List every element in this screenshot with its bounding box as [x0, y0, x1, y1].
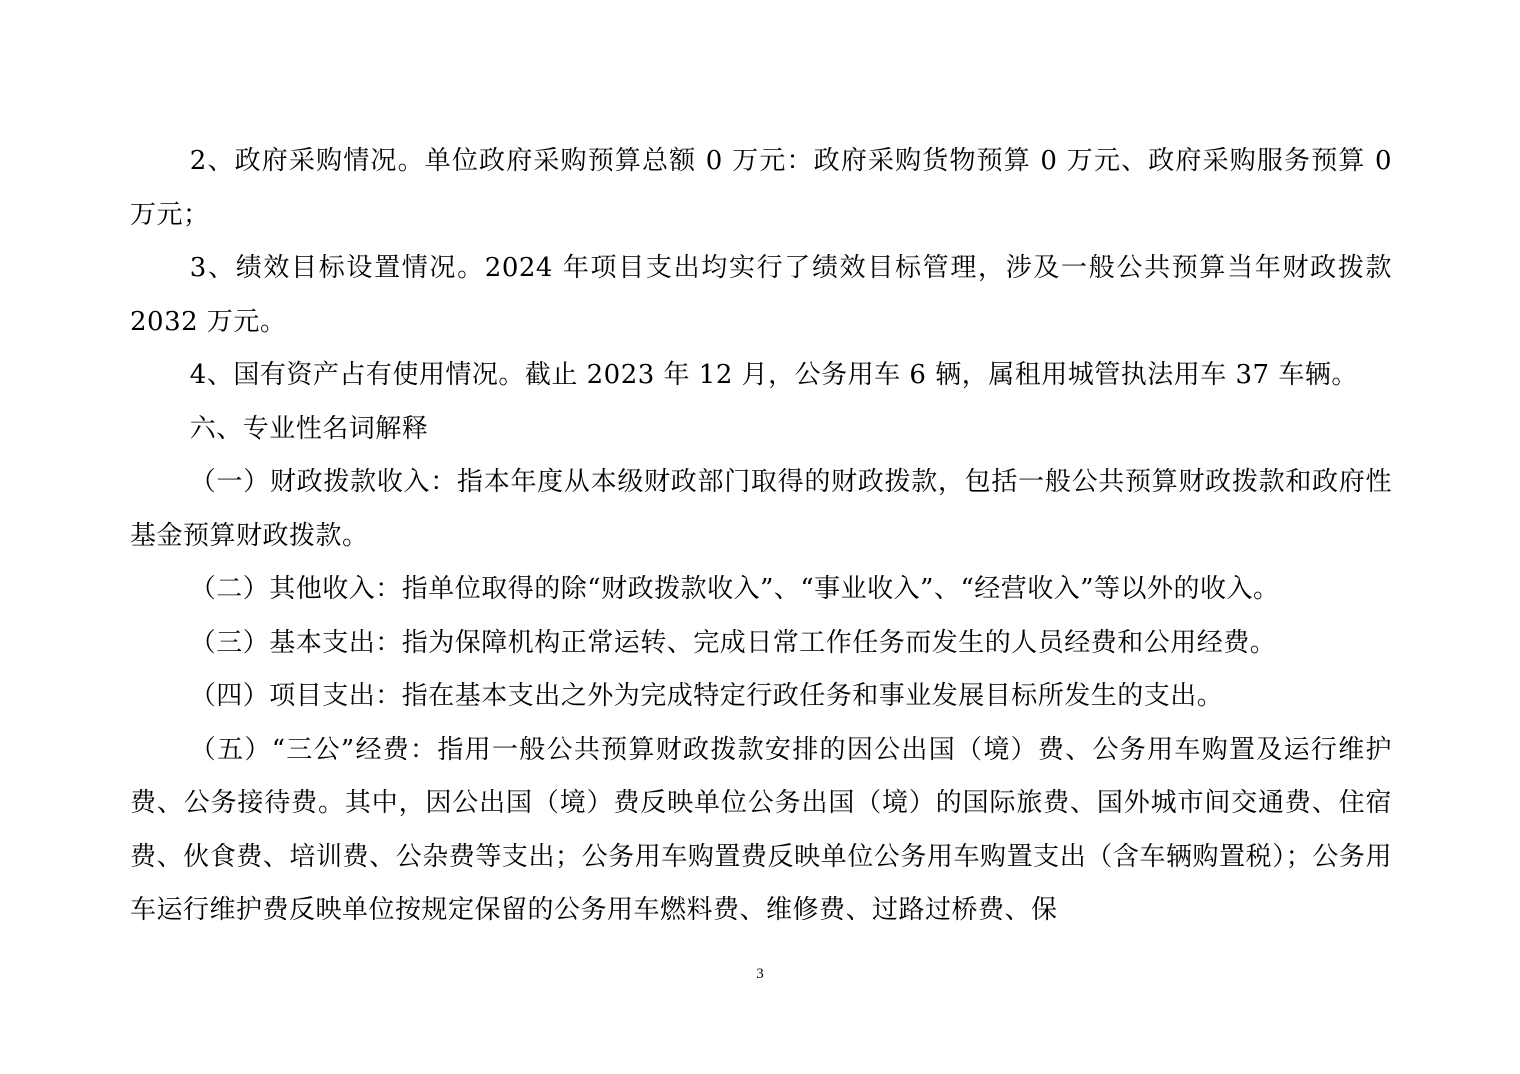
- page-number: 3: [756, 966, 764, 982]
- section-heading-terms: 六、专业性名词解释: [189, 413, 429, 444]
- paragraph-state-assets: 4、国有资产占有使用情况。截止 2023 年 12 月，公务用车 6 辆，属租用城管执法用车 37 车辆。: [189, 360, 1358, 390]
- paragraph-term-project-expenditure: （四）项目支出：指在基本支出之外为完成特定行政任务和事业发展目标所发生的支出。: [189, 681, 1224, 711]
- paragraph-term-three-public-expenses: （五）“三公”经费：指用一般公共预算财政拨款安排的因公出国（境）费、公务用车购置及运行维护费、公务接待费。其中，因公出国（境）费反映单位公务出国（境）的国际旅费、国外城市间交通费、住宿费、伙食费、培训费、公杂费等支出；公务用车购置费反映单位公务用车购置支出（含车辆购置税）；公务用车运行维护费反映单位按规定保留的公务用车燃料费、维修费、过路过桥费、保: [130, 734, 1392, 925]
- paragraph-term-basic-expenditure: （三）基本支出：指为保障机构正常运转、完成日常工作任务而发生的人员经费和公用经费。: [189, 627, 1277, 658]
- paragraph-term-other-income: （二）其他收入：指单位取得的除“财政拨款收入”、“事业收入”、“经营收入”等以外的收入。: [189, 574, 1280, 604]
- paragraph-term-fiscal-appropriation: （一）财政拨款收入：指本年度从本级财政部门取得的财政拨款，包括一般公共预算财政拨款和政府性基金预算财政拨款。: [130, 467, 1392, 551]
- paragraph-procurement: 2、政府采购情况。单位政府采购预算总额 0 万元：政府采购货物预算 0 万元、政府采购服务预算 0 万元；: [130, 146, 1392, 230]
- document-body: [130, 135, 1392, 938]
- paragraph-performance-goals: 3、绩效目标设置情况。2024 年项目支出均实行了绩效目标管理，涉及一般公共预算当年财政拨款 2032 万元。: [130, 253, 1392, 337]
